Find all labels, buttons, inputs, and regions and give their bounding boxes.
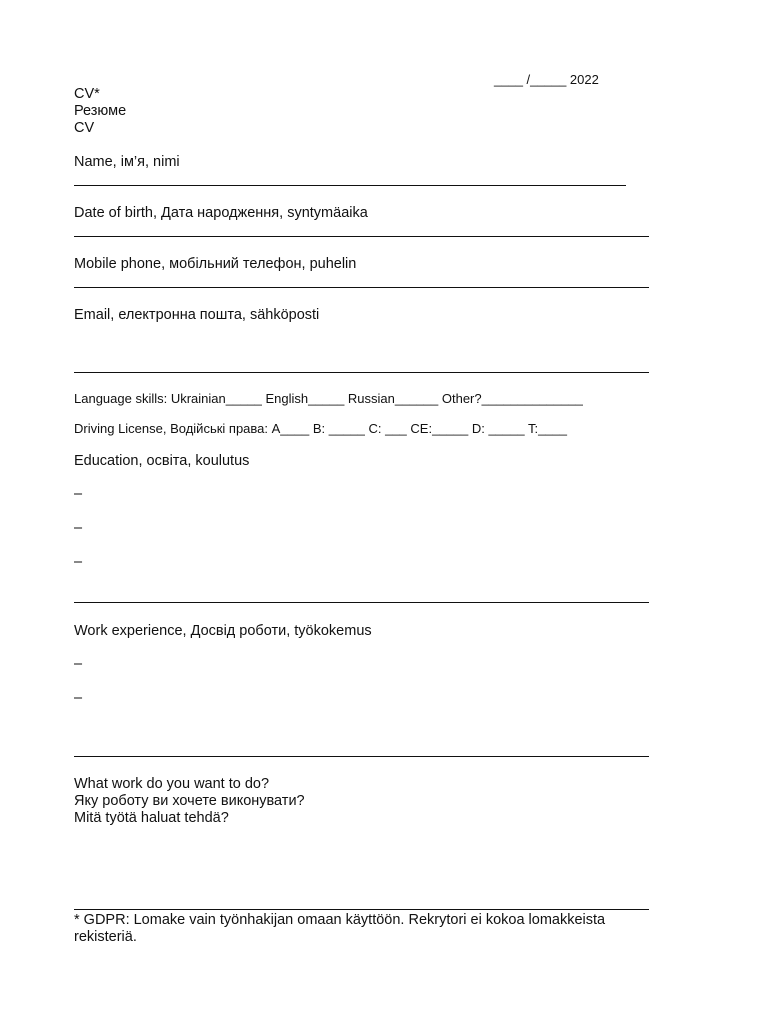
desired-work-fi: Mitä työtä haluat tehdä? [74,810,229,826]
driving-license-field[interactable]: Driving License, Водійські права: A____ B: _____ C: ___ CE:_____ D: _____ T:____ [74,421,567,436]
work-experience-label: Work experience, Досвід роботи, työkokemus [74,623,372,639]
dob-label: Date of birth, Дата народження, syntymäaika [74,205,368,221]
education-item-2[interactable]: – [74,520,83,536]
desired-work-uk: Яку роботу ви хочете виконувати? [74,793,305,809]
desired-work-en: What work do you want to do? [74,776,270,792]
name-line[interactable] [74,185,626,186]
work-experience-item-1[interactable]: – [74,656,83,672]
education-item-3[interactable]: – [74,554,83,570]
dob-line[interactable] [74,236,649,237]
work-experience-item-2[interactable]: – [74,690,83,706]
title-en: CV* [74,86,100,102]
language-skills-field[interactable]: Language skills: Ukrainian_____ English_____ Russian______ Other?______________ [74,391,583,406]
desired-work-line[interactable] [74,909,649,910]
phone-label: Mobile phone, мобільний телефон, puhelin [74,256,357,272]
date-field[interactable]: ____ /_____ 2022 [494,72,599,87]
email-label: Email, електронна пошта, sähköposti [74,307,320,323]
name-label: Name, ім’я, nimi [74,154,180,170]
email-line[interactable] [74,372,649,373]
education-line [74,602,649,603]
title-uk: Резюме [74,103,127,119]
work-experience-line [74,756,649,757]
gdpr-footnote: * GDPR: Lomake vain työnhakijan omaan käyttöön. Rekrytori ei kokoa lomakkeista rekisteriä. [74,912,606,945]
education-item-1[interactable]: – [74,486,83,502]
phone-line[interactable] [74,287,649,288]
title-fi: CV [74,120,95,136]
education-label: Education, освіта, koulutus [74,453,250,469]
